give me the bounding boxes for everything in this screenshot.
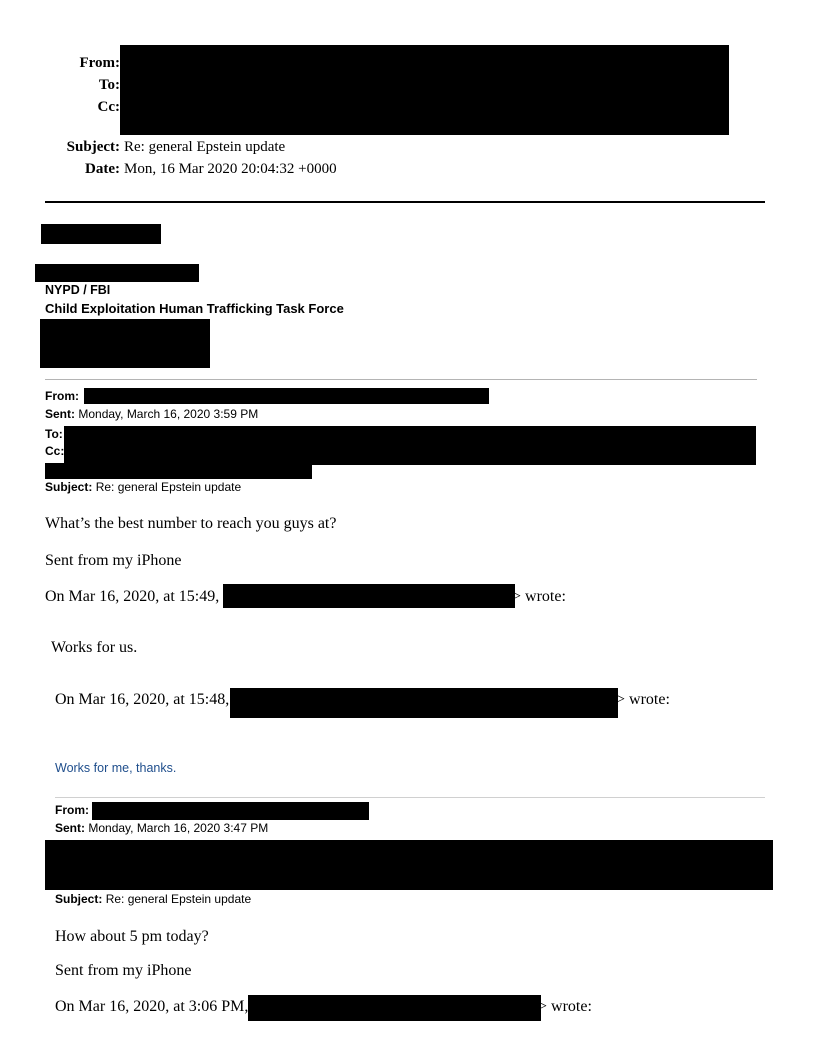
header-subject-label: Subject: [66,139,120,155]
quoted1-subject-row [45,480,241,494]
header-from-label: From: [79,55,120,71]
header-to-label: To: [98,77,120,93]
redaction-attribution-1 [223,584,515,608]
redaction-attribution-4 [248,995,541,1021]
quoted2-subject-row [55,892,251,906]
quoted2-subject-value: Re: general Epstein update [105,892,252,906]
quoted2-from-label: From: [55,803,89,817]
quoted1-cc-row [45,444,64,458]
message-2-text: Works for us. [51,639,138,656]
quoted1-sent-row [45,407,258,421]
message-1-wrote: > wrote: [512,588,566,605]
quoted1-subject-label: Subject: [45,480,93,494]
redaction-quoted1-recipients [64,426,756,465]
quoted1-from-label: From: [45,389,79,403]
quoted1-to-label: To: [45,427,63,441]
message-1-text: What’s the best number to reach you guys at? [45,515,337,532]
quoted1-subject-value: Re: general Epstein update [95,480,242,494]
header-date-value: Mon, 16 Mar 2020 20:04:32 +0000 [124,161,337,177]
message-2-wrote: > wrote: [616,691,670,708]
redaction-signature-contact [40,319,210,368]
header-subject-value: Re: general Epstein update [124,139,286,155]
signature-org: NYPD / FBI [45,283,111,297]
redaction-attribution-2 [230,688,618,718]
redaction-block-header-recipients [120,45,729,135]
quoted1-sent-value: Monday, March 16, 2020 3:59 PM [78,407,259,421]
message-1-attribution: On Mar 16, 2020, at 15:49, [45,588,220,605]
message-4-attribution: On Mar 16, 2020, at 3:06 PM, [55,998,249,1015]
quoted2-from-row [55,803,89,817]
redaction-quoted1-from [84,388,489,404]
quoted1-divider [45,379,757,380]
quoted1-sent-label: Sent: [45,407,75,421]
quoted2-subject-label: Subject: [55,892,103,906]
header-divider [45,201,765,203]
quoted1-from-row [45,389,79,403]
quoted2-divider [55,797,765,798]
quoted2-sent-row [55,821,268,835]
quoted1-to-row [45,427,63,441]
header-date-label: Date: [85,161,120,177]
message-4-wrote: > wrote: [538,998,592,1015]
message-1-signature: Sent from my iPhone [45,552,182,569]
redaction-quoted2-recipients [45,840,773,890]
redaction-signature-name [41,224,161,244]
signature-unit: Child Exploitation Human Trafficking Task Force [45,301,344,316]
quoted1-cc-label: Cc: [45,444,65,458]
message-4-signature: Sent from my iPhone [55,962,192,979]
message-4-text: How about 5 pm today? [55,928,209,945]
redaction-quoted2-from [92,802,369,820]
redaction-signature-title [35,264,199,282]
quoted2-sent-label: Sent: [55,821,85,835]
message-2-attribution: On Mar 16, 2020, at 15:48, [55,691,230,708]
header-cc-label: Cc: [97,99,120,115]
message-3-text: Works for me, thanks. [55,761,177,775]
quoted2-sent-value: Monday, March 16, 2020 3:47 PM [88,821,269,835]
redaction-quoted1-recipients-cont [45,463,312,479]
